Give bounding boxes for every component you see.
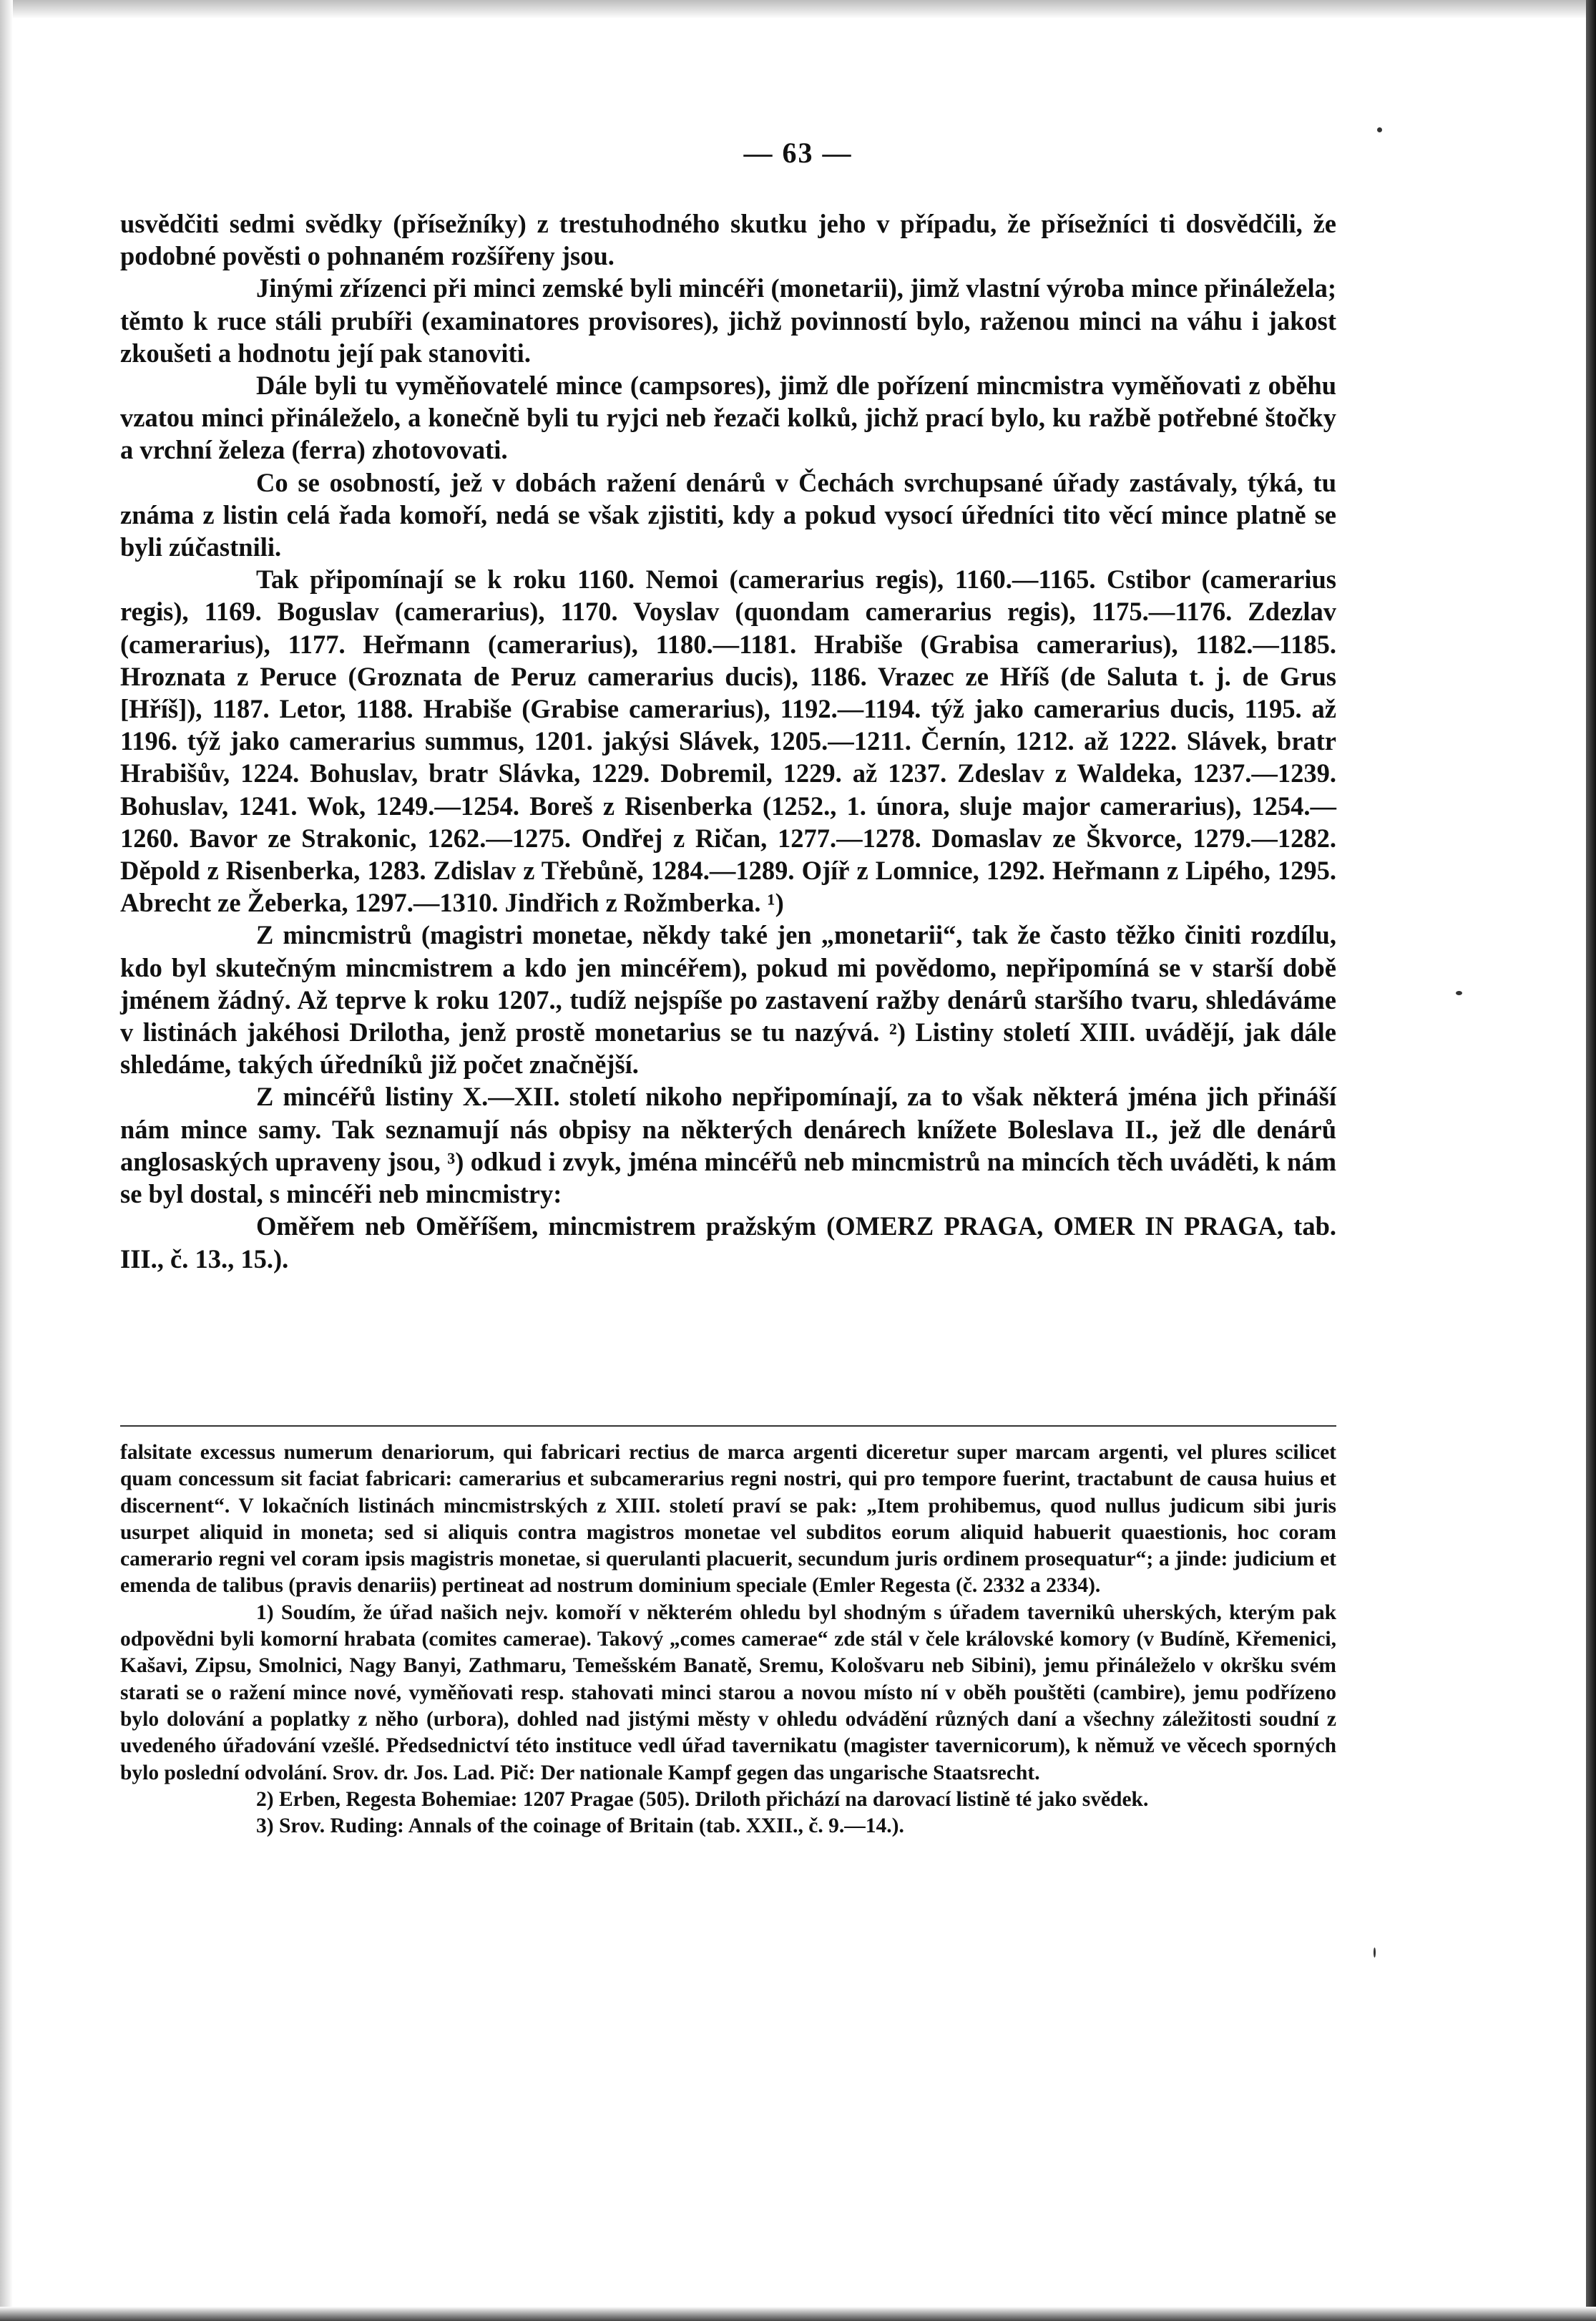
main-text — [120, 207, 1336, 1275]
paragraph: Tak připomínají se k roku 1160. Nemoi (camerarius regis), 1160.—1165. Cstibor (camerarius regis), 1169. Boguslav (camerarius), 1170. Voyslav (quondam camerarius regis), 1175.—1176. Zdezlav (camerarius), 1177. Heřmann (camerarius), 1180.—1181. Hrabiše (Grabisa camerarius), 1182.—1185. Hroznata z Peruce (Groznata de Peruz camerarius ducis), 1186. Vrazec ze Hříš (de Saluta t. j. de Grus [Hříš]), 1187. Letor, 1188. Hrabiše (Grabise camerarius), 1192.—1194. týž jako camerarius ducis, 1195. až 1196. týž jako camerarius summus, 1201. jakýsi Slávek, 1205.—1211. Černín, 1212. až 1222. Slávek, bratr Hrabišův, 1224. Bohuslav, bratr Slávka, 1229. Dobremil, 1229. až 1237. Zdeslav z Waldeka, 1237.—1239. Bohuslav, 1241. Wok, 1249.—1254. Boreš z Risenberka (1252., 1. února, sluje major camerarius), 1254.—1260. Bavor ze Strakonic, 1262.—1275. Ondřej z Ričan, 1277.—1278. Domaslav ze Škvorce, 1279.—1282. Děpold z Risenberka, 1283. Zdislav z Třebůně, 1284.—1289. Ojíř z Lomnice, 1292. Heřmann z Lipého, 1295. Abrecht ze Žeberka, 1297.—1310. Jindřich z Rožmberka. ¹) — [120, 565, 1336, 918]
footnote: falsitate excessus numerum denariorum, qui fabricari rectius de marca argenti diceretur super marcam argenti, vel plures scilicet quam concessum sit faciat fabricari: camerarius et subcamerarius regni nostri, qui pro tempore fuerint, tractabunt de causa huius et discernent“. V lokačních listinách mincmistrských z XIII. století praví se pak: „Item prohibemus, quod nullus judicum sibi juris usurpet aliquid in moneta; sed si aliquis contra magistros monetae vel subditos eorum aliquid habuerit quaestionis, hoc coram camerario regni vel coram ipsis magistris monetae, si querulanti placuerit, secundum juris ordinem prosequatur“; a jinde: judicium et emenda de talibus (pravis denariis) pertineat ad nostrum dominium speciale (Emler Regesta (č. 2332 a 2334). — [120, 1441, 1336, 1598]
scan-speck — [1456, 991, 1462, 995]
footnote: 2) Erben, Regesta Bohemiae: 1207 Pragae (505). Driloth přichází na darovací listině té jako svědek. — [256, 1787, 1149, 1811]
paragraph: Oměřem neb Oměříšem, mincmistrem pražským (OMERZ PRAGA, OMER IN PRAGA, tab. III., č. 13., 15.). — [120, 1211, 1336, 1274]
scan-edge-bottom — [0, 2307, 1596, 2321]
footnotes — [120, 1440, 1336, 1839]
footnote-separator — [120, 1425, 1336, 1427]
scan-edge-right — [1586, 0, 1596, 2321]
paragraph: Z mincéřů listiny X.—XII. století nikoho nepřipomínají, za to však některá jména jich přináší nám mince samy. Tak seznamují nás obpisy na některých denárech knížete Boleslava II., jež dle denárů anglosaských upraveny jsou, ³) odkud i zvyk, jména mincéřů neb mincmistrů na mincích těch uváděti, k nám se byl dostal, s mincéři neb mincmistry: — [120, 1082, 1336, 1209]
scan-edge-top — [0, 0, 1596, 19]
scan-edge-left — [0, 0, 13, 2321]
footnote: 3) Srov. Ruding: Annals of the coinage of Britain (tab. XXII., č. 9.—14.). — [256, 1814, 904, 1838]
footnote: 1) Soudím, že úřad našich nejv. komoří v některém ohledu byl shodným s úřadem tavernikû uherských, kterým pak odpovědni byli komorní hrabata (comites camerae). Takový „comes camerae“ zde stál v čele královské komory (v Budíně, Křemenici, Kašavi, Zipsu, Smolnici, Nagy Banyi, Zathmaru, Temešském Banatě, Sremu, Kološvaru neb Sibini), jemu přináleželo v okršku svém starati se o ražení mince nové, vyměňovati resp. stahovati minci starou a novou místo ní v oběh pouštěti (cambire), jemu podřízeno bylo dolování a poplatky z něho (urbora), dohled nad jistými městy v ohledu odvádění různých daní a všechny záležitosti soudní z uvedeného úřadování vzešlé. Předsednictví této instituce vedl úřad tavernikatu (magister tavernicorum), k němuž ve věcech sporných bylo poslední odvolání. Srov. dr. Jos. Lad. Pič: Der nationale Kampf gegen das ungarische Staatsrecht. — [120, 1601, 1336, 1784]
page-number: — 63 — — [743, 137, 853, 169]
paragraph: usvědčiti sedmi svědky (přísežníky) z trestuhodného skutku jeho v případu, že přísežníci ti dosvědčili, že podobné pověsti o pohnaném rozšířeny jsou. — [120, 209, 1336, 271]
scan-speck — [1374, 1948, 1376, 1958]
paragraph: Jinými zřízenci při minci zemské byli mincéři (monetarii), jimž vlastní výroba mince přináležela; těmto k ruce stáli prubíři (examinatores provisores), jichž povinností bylo, raženou minci na váhu i jakost zkoušeti a hodnotu její pak stanoviti. — [120, 273, 1336, 368]
paragraph: Co se osobností, jež v dobách ražení denárů v Čechách svrchupsané úřady zastávaly, týká, tu známa z listin celá řada komoří, nedá se však zjistiti, kdy a pokud vysocí úředníci tito věcí mince platně se byli zúčastnili. — [120, 467, 1336, 562]
paragraph: Z mincmistrů (magistri monetae, někdy také jen „monetarii“, tak že často těžko činiti rozdílu, kdo byl skutečným mincmistrem a kdo jen mincéřem), pokud mi povědomo, nepřipomíná se v starší době jménem žádný. Až teprve k roku 1207., tudíž nejspíše po zastavení ražby denárů staršího tvaru, shledáváme v listinách jakéhosi Drilotha, jenž prostě monetarius se tu nazývá. ²) Listiny století XIII. uvádějí, jak dále shledáme, takých úředníků již počet značnější. — [120, 920, 1336, 1080]
scan-speck — [1377, 127, 1382, 132]
paragraph: Dále byli tu vyměňovatelé mince (campsores), jimž dle pořízení mincmistra vyměňovati z oběhu vzatou minci přináleželo, a konečně byli tu ryjci neb řezači kolků, jichž prací bylo, ku ražbě potřebné štočky a vrchní železa (ferra) zhotovovati. — [120, 371, 1336, 465]
